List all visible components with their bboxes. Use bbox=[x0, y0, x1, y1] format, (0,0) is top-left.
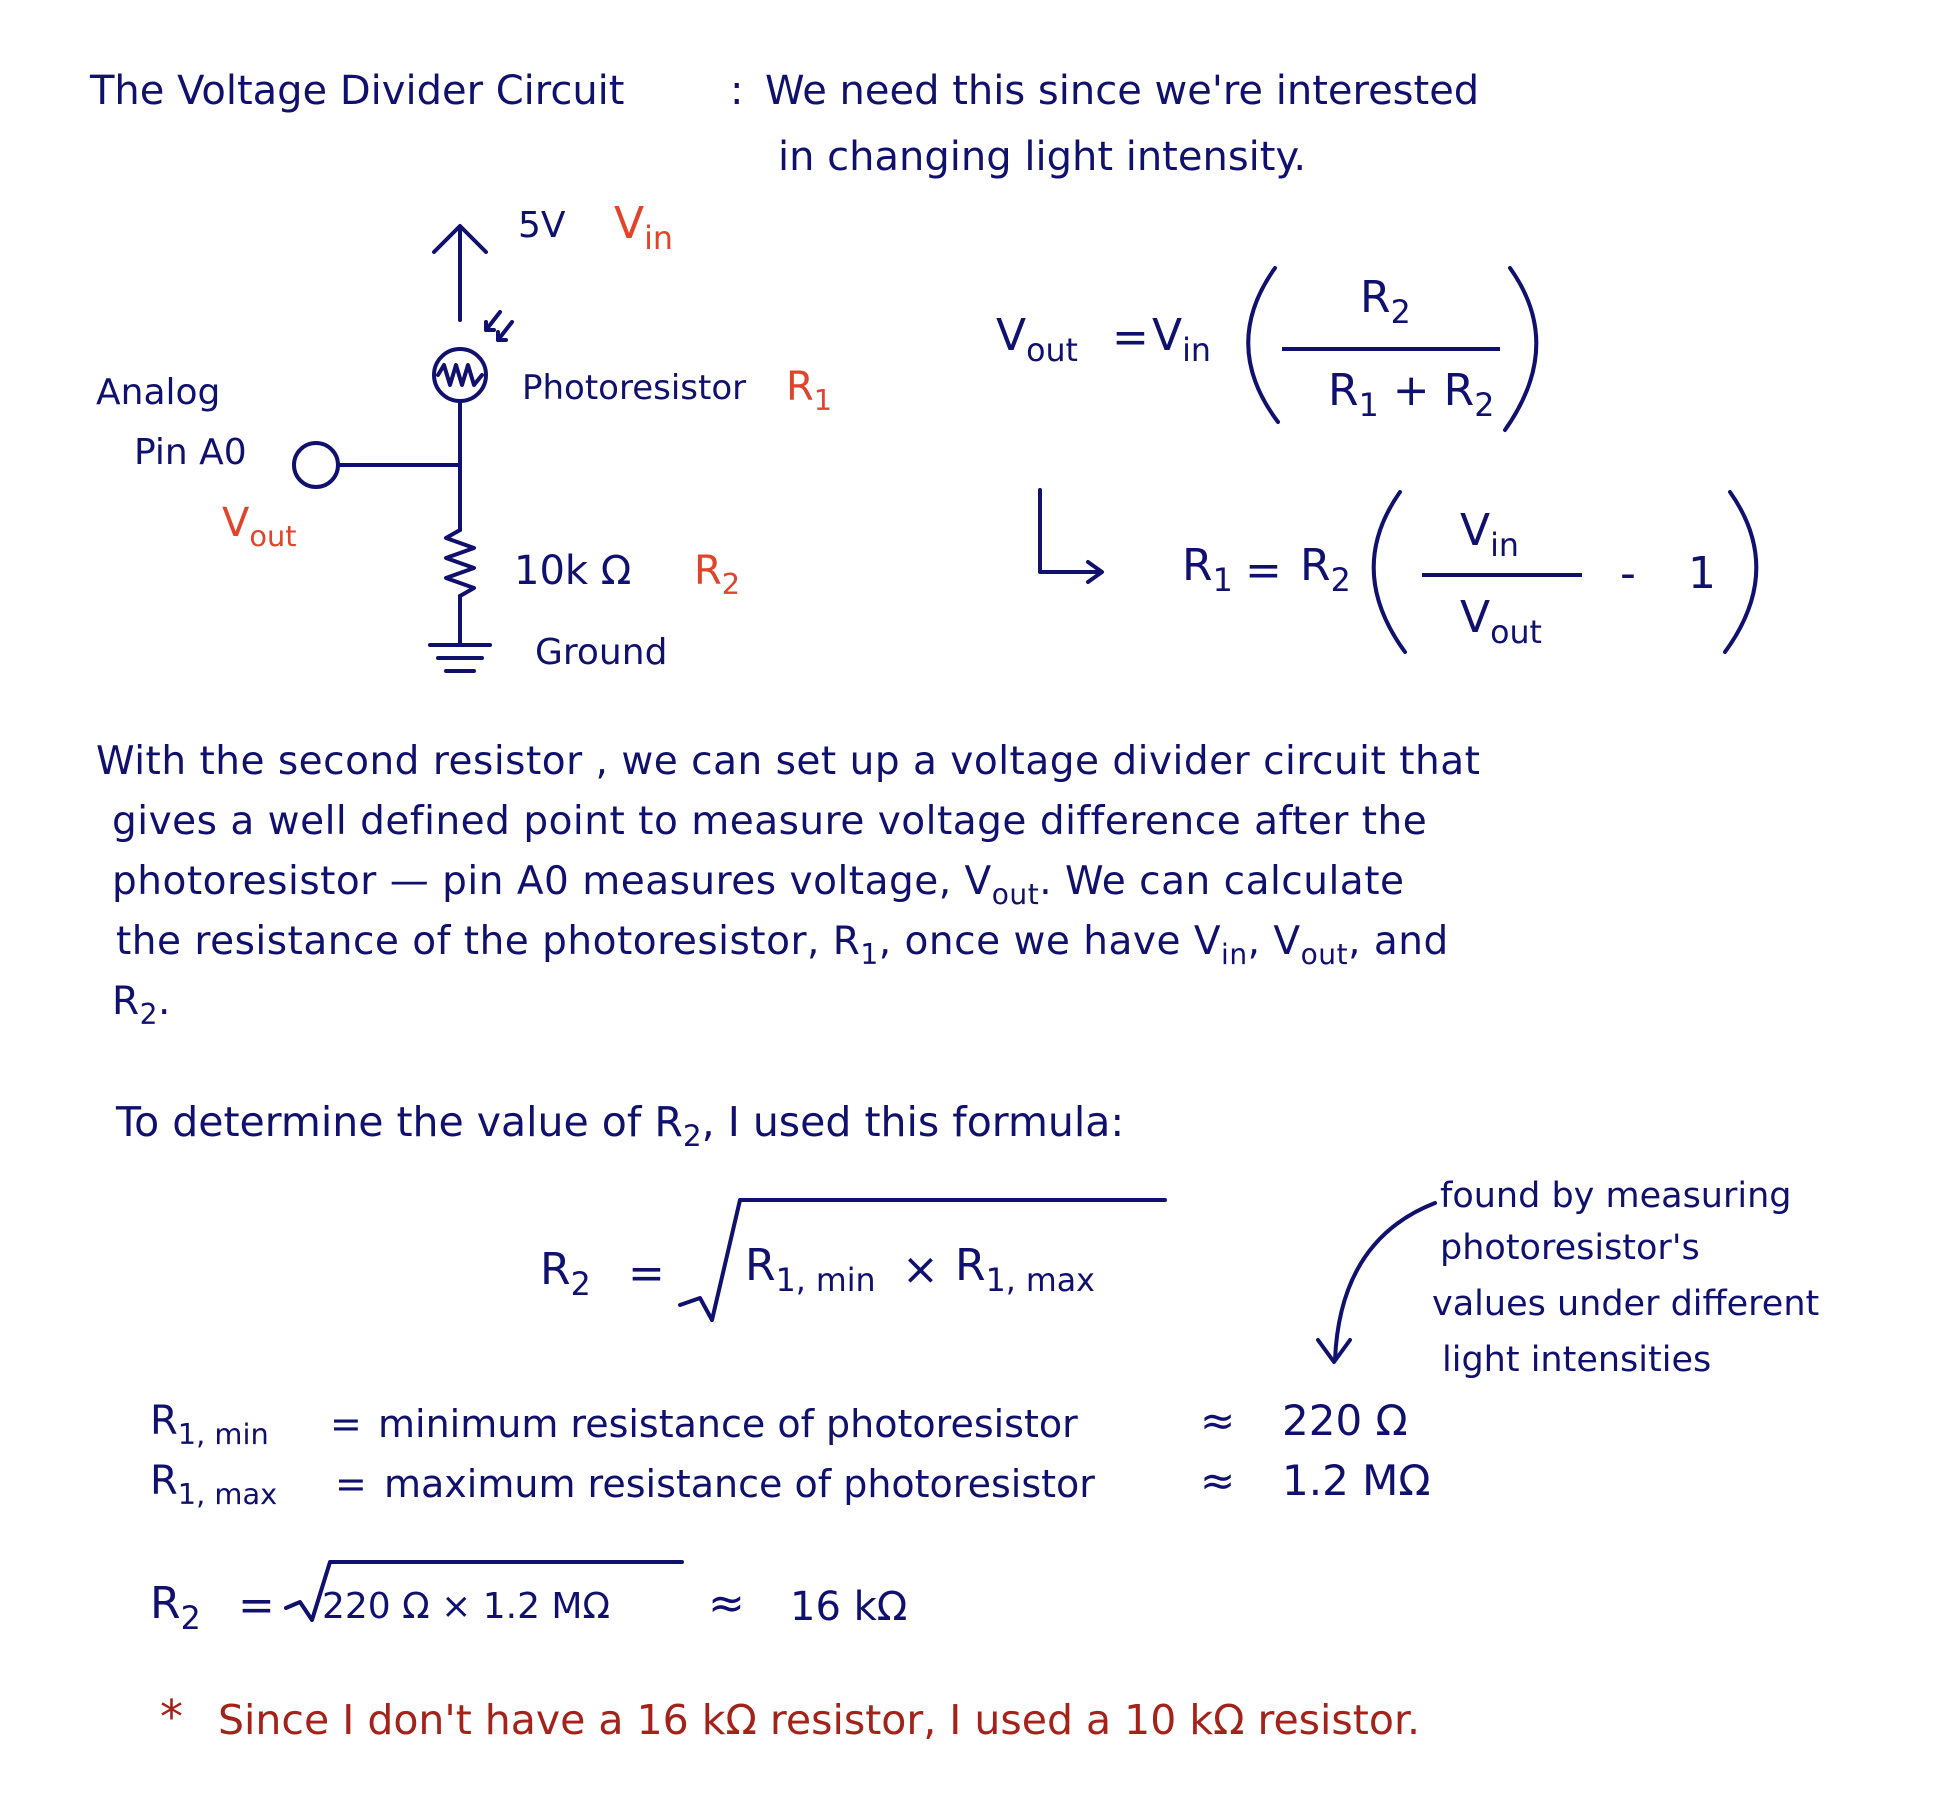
derive-arrow bbox=[1040, 490, 1100, 572]
note-arrow bbox=[1335, 1203, 1435, 1360]
note-line-3: values under different bbox=[1432, 1284, 1820, 1324]
title-colon: : bbox=[730, 68, 744, 114]
analog-pin-terminal bbox=[294, 443, 338, 487]
note-line-4: light intensities bbox=[1442, 1340, 1712, 1380]
formula1-denominator: $R_1 + R_2$ bbox=[1328, 365, 1495, 425]
definition-r1max-desc: maximum resistance of photoresistor bbox=[384, 1462, 1095, 1506]
definition-r1max-eq: = bbox=[335, 1462, 367, 1506]
formula2-one: 1 bbox=[1688, 548, 1716, 599]
formula1-fraction-bar bbox=[1282, 347, 1500, 351]
formula2-denominator: $V_{out}$ bbox=[1460, 592, 1542, 652]
paragraph-line-5: $R_2$. bbox=[112, 979, 171, 1031]
vin-label: $V_{in}$ bbox=[614, 198, 673, 258]
formula1-lhs: $V_{out}$ bbox=[996, 310, 1078, 370]
formula1-right-paren bbox=[1505, 268, 1536, 430]
calc-equals: = bbox=[238, 1580, 275, 1631]
formula1-vin: $V_{in}$ bbox=[1152, 310, 1211, 370]
paragraph-line-2: gives a well defined point to measure voltage difference after the bbox=[112, 799, 1428, 844]
analog-label-line2: Pin A0 bbox=[134, 432, 247, 473]
resistor-zigzag bbox=[446, 530, 474, 596]
resistor-value-label: 10k Ω bbox=[514, 548, 632, 594]
r2-label: $R_2$ bbox=[694, 548, 741, 602]
formula3-equals: = bbox=[628, 1248, 665, 1299]
formula2-fraction-bar bbox=[1422, 573, 1582, 577]
footnote-text: Since I don't have a 16 kΩ resistor, I used a 10 kΩ resistor. bbox=[218, 1696, 1421, 1744]
intro-line-1: We need this since we're interested bbox=[765, 68, 1480, 114]
formula2-lhs: $R_1$ bbox=[1182, 540, 1233, 600]
definition-r1max: $R_{1, max}$ bbox=[150, 1458, 278, 1512]
calc-result: 16 kΩ bbox=[790, 1584, 908, 1630]
formula1-left-paren bbox=[1248, 268, 1278, 422]
formula2-r2: $R_2$ bbox=[1300, 540, 1351, 600]
note-line-2: photoresistor's bbox=[1440, 1228, 1700, 1268]
calc-approx: ≈ bbox=[708, 1578, 745, 1629]
paragraph-line-1: With the second resistor , we can set up a voltage divider circuit that bbox=[96, 739, 1481, 784]
r1-label: $R_1$ bbox=[786, 364, 833, 418]
formula3-times: × bbox=[902, 1244, 939, 1295]
definition-r1min-eq: = bbox=[330, 1402, 362, 1446]
page-title: The Voltage Divider Circuit bbox=[90, 68, 625, 114]
formula3-lhs: $R_2$ bbox=[540, 1244, 591, 1304]
calc-radicand: 220 Ω × 1.2 MΩ bbox=[322, 1586, 610, 1627]
definition-r1min-desc: minimum resistance of photoresistor bbox=[378, 1402, 1078, 1446]
formula2-right-paren bbox=[1725, 492, 1756, 652]
ground-label: Ground bbox=[535, 632, 668, 673]
vout-label: $V_{out}$ bbox=[222, 500, 297, 554]
formula3-r1min: $R_{1, min}$ bbox=[745, 1240, 876, 1300]
definition-r1min: $R_{1, min}$ bbox=[150, 1398, 269, 1452]
paragraph-line-3: photoresistor — pin A0 measures voltage, $V_{out}$. We can calculate bbox=[112, 859, 1405, 911]
formula3-r1max: $R_{1, max}$ bbox=[955, 1240, 1095, 1300]
formula2-equals: = bbox=[1245, 545, 1282, 596]
paragraph-line-4: the resistance of the photoresistor, $R_1$, once we have $V_{in}$, $V_{out}$, and bbox=[116, 919, 1449, 971]
formula2-numerator: $V_{in}$ bbox=[1460, 505, 1519, 565]
footnote-star: * bbox=[160, 1690, 183, 1744]
formula2-left-paren bbox=[1374, 492, 1405, 652]
definition-r1max-approx: ≈ bbox=[1200, 1456, 1236, 1505]
intro-line-2: in changing light intensity. bbox=[778, 134, 1307, 180]
supply-voltage-label: 5V bbox=[518, 205, 566, 246]
formula1-equals: = bbox=[1112, 312, 1149, 363]
determine-text: To determine the value of $R_2$, I used this formula: bbox=[116, 1098, 1125, 1154]
light-arrow-1 bbox=[486, 312, 500, 330]
light-arrow-2 bbox=[498, 322, 512, 340]
photoresistor-label: Photoresistor bbox=[522, 368, 747, 408]
definition-r1min-approx: ≈ bbox=[1200, 1396, 1236, 1445]
note-line-1: found by measuring bbox=[1440, 1176, 1792, 1216]
calc-lhs: $R_2$ bbox=[150, 1578, 201, 1638]
photoresistor-zigzag bbox=[438, 365, 482, 385]
definition-r1min-value: 220 Ω bbox=[1282, 1396, 1408, 1445]
formula1-numerator: $R_2$ bbox=[1360, 272, 1411, 332]
analog-label-line1: Analog bbox=[96, 372, 221, 413]
formula2-minus: - bbox=[1620, 548, 1636, 599]
definition-r1max-value: 1.2 MΩ bbox=[1282, 1456, 1431, 1505]
